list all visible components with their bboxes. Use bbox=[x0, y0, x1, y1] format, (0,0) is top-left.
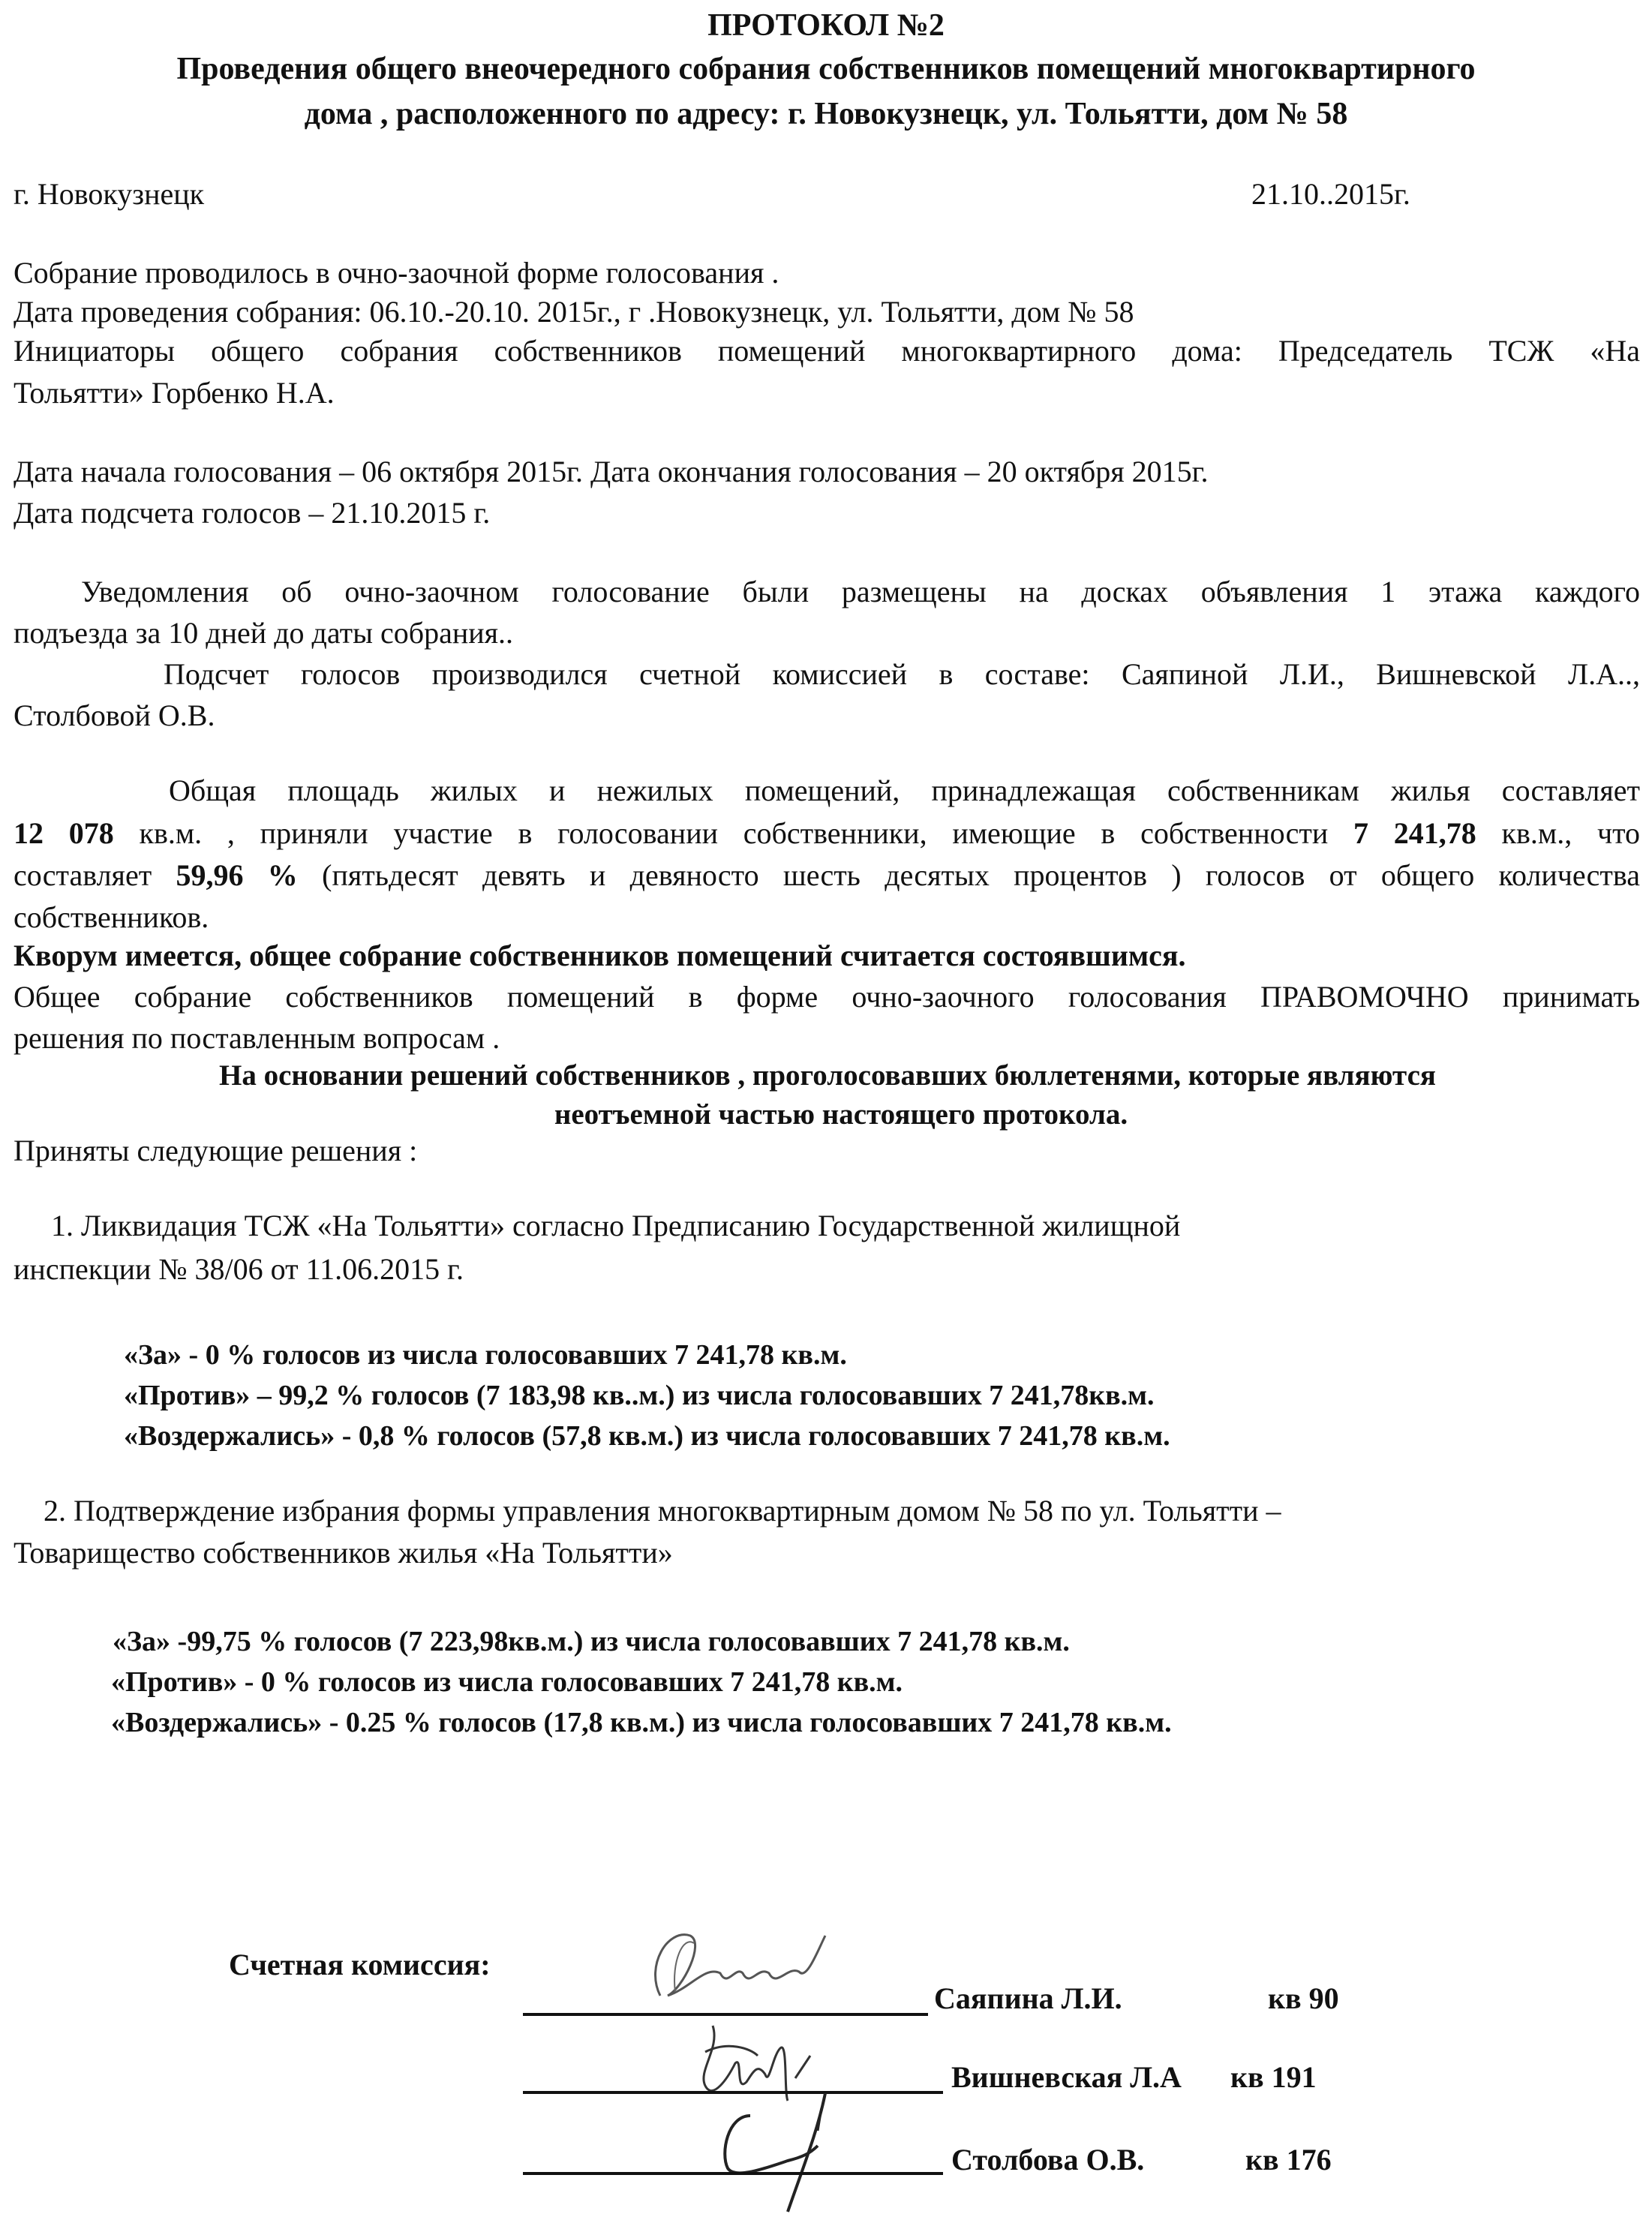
basis-line1: На основании решений собственников , проголосовавших бюллетенями, которые являются bbox=[219, 1059, 1436, 1092]
decision-2-line2: Товарищество собственников жилья «На Тольятти» bbox=[14, 1536, 673, 1570]
meeting-form: Собрание проводилось в очно-заочной форме голосования . bbox=[14, 256, 779, 290]
member-3-apartment: кв 176 bbox=[1245, 2143, 1332, 2176]
basis-line2: неотъемной частью настоящего протокола. bbox=[554, 1098, 1128, 1131]
commission-line2: Столбовой О.В. bbox=[14, 698, 215, 732]
voted-percent: 59,96 % bbox=[176, 858, 298, 892]
commission-line1: Подсчет голосов производился счетной комиссией в составе: Саяпиной Л.И., Вишневской Л.А.., bbox=[164, 657, 1640, 691]
decision-1-vote-for: «За» - 0 % голосов из числа голосовавших 7 241,78 кв.м. bbox=[124, 1339, 847, 1371]
member-3-name: Столбова О.В. bbox=[951, 2143, 1145, 2176]
decision-2-vote-against: «Против» - 0 % голосов из числа голосовавших 7 241,78 кв.м. bbox=[111, 1666, 903, 1698]
notice-line1: Уведомления об очно-заочном голосование были размещены на досках объявления 1 этажа каждого bbox=[81, 575, 1640, 608]
voted-area: 7 241,78 bbox=[1353, 816, 1476, 850]
decision-1-vote-against: «Против» – 99,2 % голосов (7 183,98 кв..м.) из числа голосовавших 7 241,78кв.м. bbox=[124, 1380, 1155, 1411]
initiators-line1: Инициаторы общего собрания собственников помещений многоквартирного дома: Председатель ТСЖ «На bbox=[14, 334, 1640, 368]
document-subtitle-line1: Проведения общего внеочередного собрания собственников помещений многоквартирного bbox=[176, 52, 1476, 86]
quorum-statement: Кворум имеется, общее собрание собственников помещений считается состоявшимся. bbox=[14, 939, 1186, 972]
notice-line2: подъезда за 10 дней до даты собрания.. bbox=[14, 616, 514, 650]
area-line3-tail: (пятьдесят девять и девяносто шесть десятых процентов ) голосов от общего количества bbox=[297, 858, 1641, 892]
document-subtitle-line2: дома , расположенного по адресу: г. Новокузнецк, ул. Тольятти, дом № 58 bbox=[304, 97, 1348, 131]
area-line2-text: кв.м. , приняли участие в голосовании собственники, имеющие в собственности bbox=[113, 816, 1354, 850]
signature-line-3 bbox=[523, 2172, 943, 2175]
total-area: 12 078 bbox=[14, 816, 114, 850]
commission-label: Счетная комиссия: bbox=[229, 1948, 491, 1981]
decision-1-vote-abstain: «Воздержались» - 0,8 % голосов (57,8 кв.м.) из числа голосовавших 7 241,78 кв.м. bbox=[124, 1420, 1170, 1452]
member-2-apartment: кв 191 bbox=[1230, 2060, 1317, 2094]
decision-1-line1: 1. Ликвидация ТСЖ «На Тольятти» согласно Предписанию Государственной жилищной bbox=[51, 1209, 1181, 1242]
area-line1: Общая площадь жилых и нежилых помещений, принадлежащая собственникам жилья составляет bbox=[169, 774, 1640, 807]
signature-1-icon bbox=[638, 1921, 833, 2011]
decision-2-vote-abstain: «Воздержались» - 0.25 % голосов (17,8 кв.м.) из числа голосовавших 7 241,78 кв.м. bbox=[111, 1707, 1172, 1738]
competence-line2: решения по поставленным вопросам . bbox=[14, 1021, 500, 1055]
area-line3 bbox=[14, 858, 1640, 894]
document-date: 21.10..2015г. bbox=[1251, 177, 1410, 211]
signature-3-icon bbox=[705, 2086, 870, 2214]
city-label: г. Новокузнецк bbox=[14, 177, 205, 211]
member-2-name: Вишневская Л.А bbox=[951, 2060, 1182, 2094]
document-title: ПРОТОКОЛ №2 bbox=[707, 8, 945, 43]
member-1-apartment: кв 90 bbox=[1268, 1981, 1339, 2015]
area-line3-text: составляет bbox=[14, 858, 176, 892]
decision-2-line1: 2. Подтверждение избрания формы управления многоквартирным домом № 58 по ул. Тольятти – bbox=[44, 1494, 1281, 1528]
area-line4: собственников. bbox=[14, 900, 209, 934]
count-date: Дата подсчета голосов – 21.10.2015 г. bbox=[14, 496, 491, 530]
member-1-name: Саяпина Л.И. bbox=[934, 1981, 1122, 2015]
decision-1-line2: инспекции № 38/06 от 11.06.2015 г. bbox=[14, 1252, 464, 1286]
meeting-date: Дата проведения собрания: 06.10.-20.10. 2015г., г .Новокузнецк, ул. Тольятти, дом № 58 bbox=[14, 295, 1134, 329]
decision-2-vote-for: «За» -99,75 % голосов (7 223,98кв.м.) из числа голосовавших 7 241,78 кв.м. bbox=[113, 1626, 1070, 1657]
area-line2-tail: кв.м., что bbox=[1476, 816, 1641, 850]
initiators-line2: Тольятти» Горбенко Н.А. bbox=[14, 376, 335, 410]
area-line2 bbox=[14, 816, 1640, 852]
voting-dates: Дата начала голосования – 06 октября 2015г. Дата окончания голосования – 20 октября 2015г. bbox=[14, 455, 1209, 488]
decisions-intro: Приняты следующие решения : bbox=[14, 1134, 418, 1167]
competence-line1: Общее собрание собственников помещений в форме очно-заочного голосования ПРАВОМОЧНО принимать bbox=[14, 980, 1640, 1014]
